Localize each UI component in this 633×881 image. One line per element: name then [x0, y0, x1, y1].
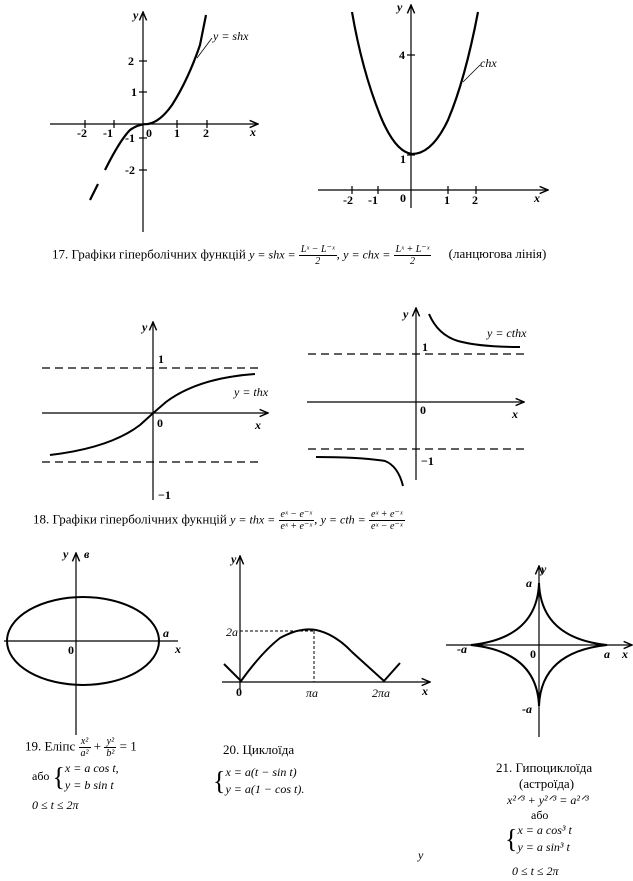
svg-text:1: 1 — [422, 340, 428, 354]
svg-text:x: x — [255, 418, 261, 432]
tick-x-0: 0 — [146, 126, 152, 140]
svg-text:-2: -2 — [343, 193, 353, 207]
fig19-plot — [4, 547, 181, 735]
fig17-caption: 17. Графіки гіперболічних функцій y = shx = $\frac{\text{Lˣ − L⁻ˣ}}{2}$ , y = chx = $\frac{\text{Lˣ + L⁻ˣ}}{2}$ (ланцюгова лінія) — [52, 244, 547, 267]
fig17-right-plot — [318, 0, 548, 208]
fig19-caption: 19. Еліпс $\frac{\text{x²}}{\text{a²}}$ + $\frac{\text{y²}}{\text{b²}}$ = 1 — [25, 736, 137, 759]
svg-text:-a: -a — [457, 642, 467, 656]
fig21-plot — [446, 562, 632, 737]
stray-y-label: y — [418, 848, 424, 862]
fig20-param: {x = a(t − sin t) y = a(1 − cos t). — [213, 765, 305, 797]
svg-text:y: y — [231, 552, 237, 566]
svg-text:0: 0 — [420, 403, 426, 417]
fig20-plot — [222, 552, 430, 700]
svg-text:πa: πa — [306, 686, 319, 700]
fig19-param: або {x = a cos t, y = b sin t — [32, 761, 119, 793]
svg-text:2: 2 — [472, 193, 478, 207]
svg-text:x: x — [622, 647, 628, 661]
svg-text:1: 1 — [444, 193, 450, 207]
svg-text:1: 1 — [158, 352, 164, 366]
svg-text:0: 0 — [157, 416, 163, 430]
fig21-range: 0 ≤ t ≤ 2π — [512, 864, 559, 878]
tick-y-neg2: -2 — [125, 163, 135, 177]
fig19-range: 0 ≤ t ≤ 2π — [32, 798, 79, 812]
x-label: x — [250, 125, 256, 139]
cycloid-curve — [224, 629, 400, 681]
svg-text:в: в — [84, 547, 90, 561]
svg-text:0: 0 — [236, 685, 242, 699]
svg-text:x: x — [534, 191, 540, 205]
fig21-caption-2: (астроїда) — [519, 776, 575, 791]
tanh-label: y = thx — [234, 385, 269, 399]
fig18-caption: 18. Графіки гіперболічних фукнцій y = thx = $\frac{\text{eˣ − e⁻ˣ}}{\text{eˣ + e⁻ˣ}}$ , y = cth = $\frac{\text{eˣ + e⁻ˣ}}{\text{eˣ − e⁻ˣ}}$ — [33, 509, 403, 532]
coth-curve-neg — [316, 457, 403, 486]
tick-x-neg1: -1 — [103, 126, 113, 140]
fig17-left-plot — [50, 8, 258, 232]
svg-text:0: 0 — [400, 191, 406, 205]
svg-text:a: a — [604, 647, 610, 661]
svg-text:1: 1 — [400, 152, 406, 166]
svg-text:y: y — [397, 0, 403, 14]
fig21-eq: x²ᐟ³ + y²ᐟ³ = a²ᐟ³ — [507, 793, 589, 807]
sinh-label: y = shx — [213, 29, 249, 43]
y-label: y — [133, 8, 139, 22]
svg-text:-a: -a — [522, 702, 532, 716]
tick-y-neg1: -1 — [125, 131, 135, 145]
svg-text:−1: −1 — [421, 454, 434, 468]
svg-text:4: 4 — [399, 48, 405, 62]
svg-text:x: x — [175, 642, 181, 656]
fig21-caption-1: 21. Гипоциклоїда — [496, 760, 593, 775]
fig18-right-plot — [307, 307, 527, 486]
svg-text:-1: -1 — [368, 193, 378, 207]
svg-text:−1: −1 — [158, 488, 171, 502]
tick-x-1: 1 — [174, 126, 180, 140]
svg-text:2a: 2a — [226, 625, 238, 639]
sinh-curve — [90, 15, 206, 200]
tick-y-2: 2 — [128, 54, 134, 68]
svg-text:x: x — [512, 407, 518, 421]
svg-text:y: y — [63, 547, 69, 561]
svg-text:y: y — [142, 320, 148, 334]
tick-x-neg2: -2 — [77, 126, 87, 140]
svg-text:x: x — [422, 684, 428, 698]
svg-text:a: a — [526, 576, 532, 590]
fig20-caption: 20. Циклоїда — [223, 742, 295, 757]
fig18-left-plot — [42, 320, 269, 502]
svg-text:0: 0 — [530, 647, 536, 661]
coth-label: y = cthx — [487, 326, 527, 340]
svg-text:y: y — [403, 307, 409, 321]
cosh-curve — [352, 12, 478, 154]
tick-x-2: 2 — [203, 126, 209, 140]
cosh-label: chx — [480, 56, 497, 70]
fig21-or: або — [531, 808, 549, 822]
svg-text:2πa: 2πa — [372, 686, 391, 700]
fig21-param: {x = a cos³ t y = a sin³ t — [505, 823, 572, 855]
tick-y-1: 1 — [131, 85, 137, 99]
svg-text:y: y — [541, 562, 547, 576]
svg-text:a: a — [163, 626, 169, 640]
svg-text:0: 0 — [68, 643, 74, 657]
